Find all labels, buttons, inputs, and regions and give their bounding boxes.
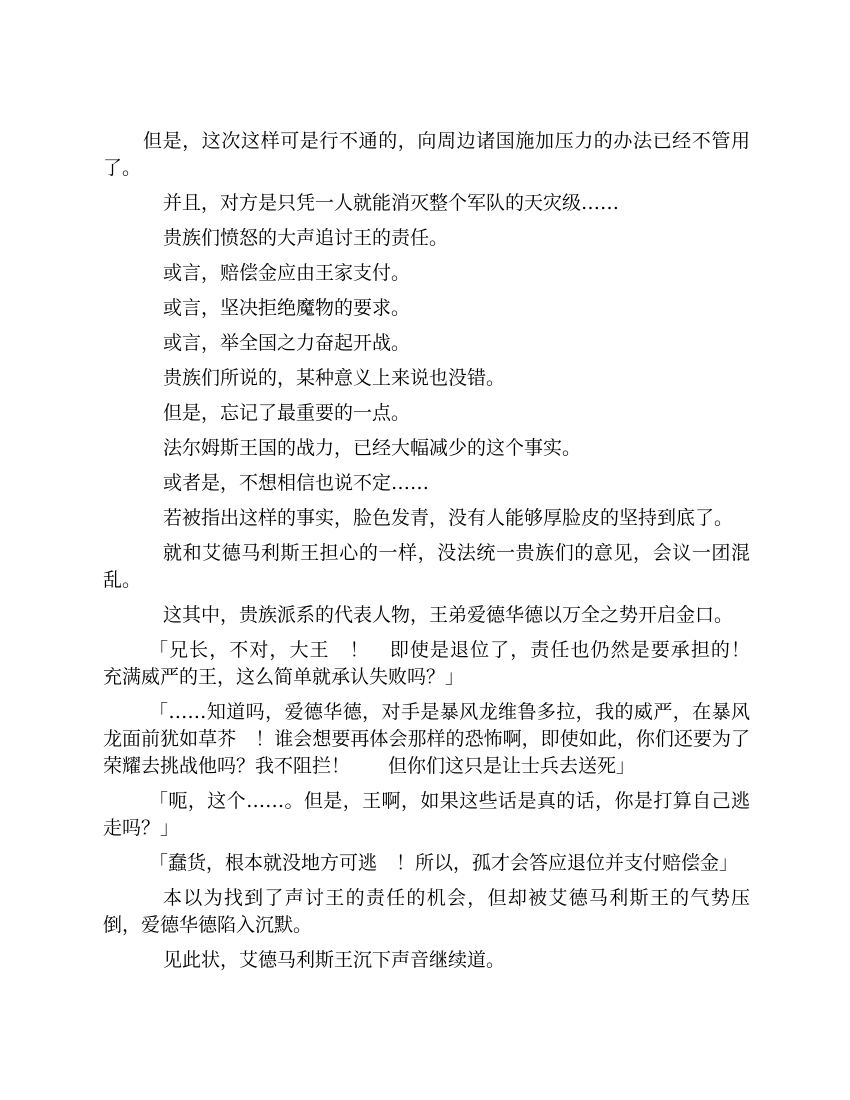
paragraph: 贵族们愤怒的大声追讨王的责任。 [163,227,449,249]
dialogue-paragraph: 「……知道吗，爱德华德，对手是暴风龙维鲁多拉，我的威严，在暴风龙面前犹如草芥 ！谁会想要再体会那样的恐怖啊，即使如此，你们还要为了荣耀去挑战他吗？我不阻拦！ 但你们这只是让士兵去送死」 [103,701,750,777]
paragraph: 或言，坚决拒绝魔物的要求。 [163,297,411,319]
paragraph: 或言，赔偿金应由王家支付。 [163,262,411,284]
paragraph: 并且，对方是只凭一人就能消灭整个军队的天灾级…… [163,192,620,214]
paragraph: 但是，忘记了最重要的一点。 [163,402,411,424]
dialogue-paragraph: 「蠢货，根本就没地方可逃 ！所以，孤才会答应退位并支付赔偿金」 [149,852,739,874]
paragraph: 这其中，贵族派系的代表人物，王弟爱德华德以万全之势开启金口。 [163,604,734,626]
paragraph: 贵族们所说的，某种意义上来说也没错。 [163,367,506,389]
paragraph: 就和艾德马利斯王担心的一样，没法统一贵族们的意见，会议一团混乱。 [103,542,750,591]
dialogue-paragraph: 「呃，这个……。但是，王啊，如果这些话是真的话，你是打算自己逃走吗？」 [103,790,750,839]
paragraph: 或者是，不想相信也说不定…… [163,472,430,494]
dialogue-paragraph: 「兄长，不对，大王 ！ 即使是退位了，责任也仍然是要承担的！ 充满威严的王，这么简单就承认失败吗？」 [103,639,770,688]
paragraph: 但是，这次这样可是行不通的，向周边诸国施加压力的办法已经不管用了。 [103,130,750,179]
paragraph: 若被指出这样的事实，脸色发青，没有人能够厚脸皮的坚持到底了。 [163,507,734,529]
paragraph: 见此状，艾德马利斯王沉下声音继续道。 [163,949,506,971]
paragraph: 法尔姆斯王国的战力，已经大幅减少的这个事实。 [163,437,582,459]
paragraph: 本以为找到了声讨王的责任的机会，但却被艾德马利斯王的气势压倒，爱德华德陷入沉默。 [103,887,750,936]
text-column [103,128,770,982]
paragraph: 或言，举全国之力奋起开战。 [163,332,411,354]
